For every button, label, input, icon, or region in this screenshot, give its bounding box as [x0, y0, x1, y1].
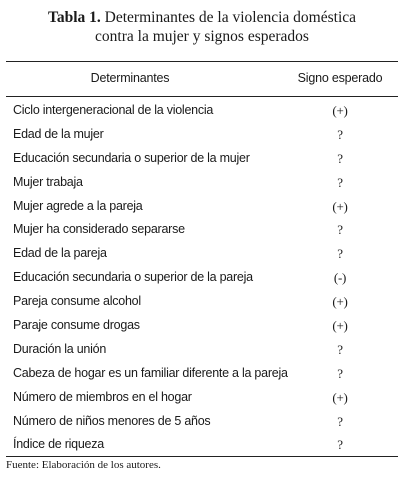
- row-sign: ?: [337, 341, 343, 357]
- row-sign: (+): [332, 318, 348, 334]
- table-body: [0, 99, 404, 457]
- table-row: [0, 99, 404, 123]
- table-row: [0, 433, 404, 457]
- row-sign: ?: [337, 222, 343, 238]
- row-label: Edad de la pareja: [13, 246, 107, 261]
- table-row: [0, 410, 404, 434]
- table-row: [0, 123, 404, 147]
- row-label: Número de niños menores de 5 años: [13, 413, 211, 428]
- row-sign: ?: [337, 413, 343, 429]
- row-sign: (+): [332, 198, 348, 214]
- row-label: Pareja consume alcohol: [13, 294, 141, 309]
- row-sign: ?: [337, 126, 343, 142]
- row-label: Índice de riqueza: [13, 437, 104, 452]
- table-row: [0, 195, 404, 219]
- row-sign: ?: [337, 246, 343, 262]
- row-label: Educación secundaria o superior de la mujer: [13, 150, 250, 165]
- table-row: [0, 290, 404, 314]
- row-sign: (+): [332, 389, 348, 405]
- row-sign: (+): [332, 103, 348, 118]
- table-row: [0, 266, 404, 290]
- row-sign: (-): [333, 270, 347, 286]
- row-label: Paraje consume drogas: [13, 318, 140, 333]
- row-label: Mujer trabaja: [13, 174, 83, 189]
- table-header-rule: [6, 96, 398, 97]
- table-row: [0, 338, 404, 362]
- row-sign: ?: [337, 437, 343, 453]
- row-label: Educación secundaria o superior de la pareja: [13, 270, 253, 285]
- row-sign: ?: [337, 150, 343, 166]
- row-sign: ?: [337, 174, 343, 190]
- source-note: Fuente: Elaboración de los autores.: [6, 459, 161, 471]
- row-label: Número de miembros en el hogar: [13, 389, 192, 404]
- table-row: [0, 218, 404, 242]
- row-label: Ciclo intergeneracional de la violencia: [13, 103, 214, 117]
- table-row: [0, 362, 404, 386]
- row-sign: ?: [337, 365, 343, 381]
- table-row: [0, 386, 404, 410]
- table-row: [0, 147, 404, 171]
- caption-title-part-2: contra la mujer y signos esperados: [95, 28, 309, 45]
- caption-title-part-1: Determinantes de la violencia doméstica: [104, 9, 357, 26]
- row-sign: (+): [332, 294, 348, 310]
- table-row: [0, 242, 404, 266]
- header-signo-esperado: Signo esperado: [297, 71, 383, 85]
- table-row: [0, 314, 404, 338]
- table-caption: [0, 8, 404, 46]
- row-label: Cabeza de hogar es un familiar diferente a la pareja: [13, 365, 288, 380]
- table-bottom-rule: [6, 456, 398, 457]
- table-top-rule: [6, 61, 398, 62]
- table-row: [0, 171, 404, 195]
- header-determinantes: Determinantes: [90, 71, 170, 85]
- row-label: Edad de la mujer: [13, 126, 104, 141]
- caption-line-1: [0, 8, 404, 27]
- caption-label: Tabla 1.: [47, 9, 101, 26]
- row-label: Mujer ha considerado separarse: [13, 222, 185, 237]
- row-label: Mujer agrede a la pareja: [13, 198, 143, 213]
- row-label: Duración la unión: [13, 341, 107, 356]
